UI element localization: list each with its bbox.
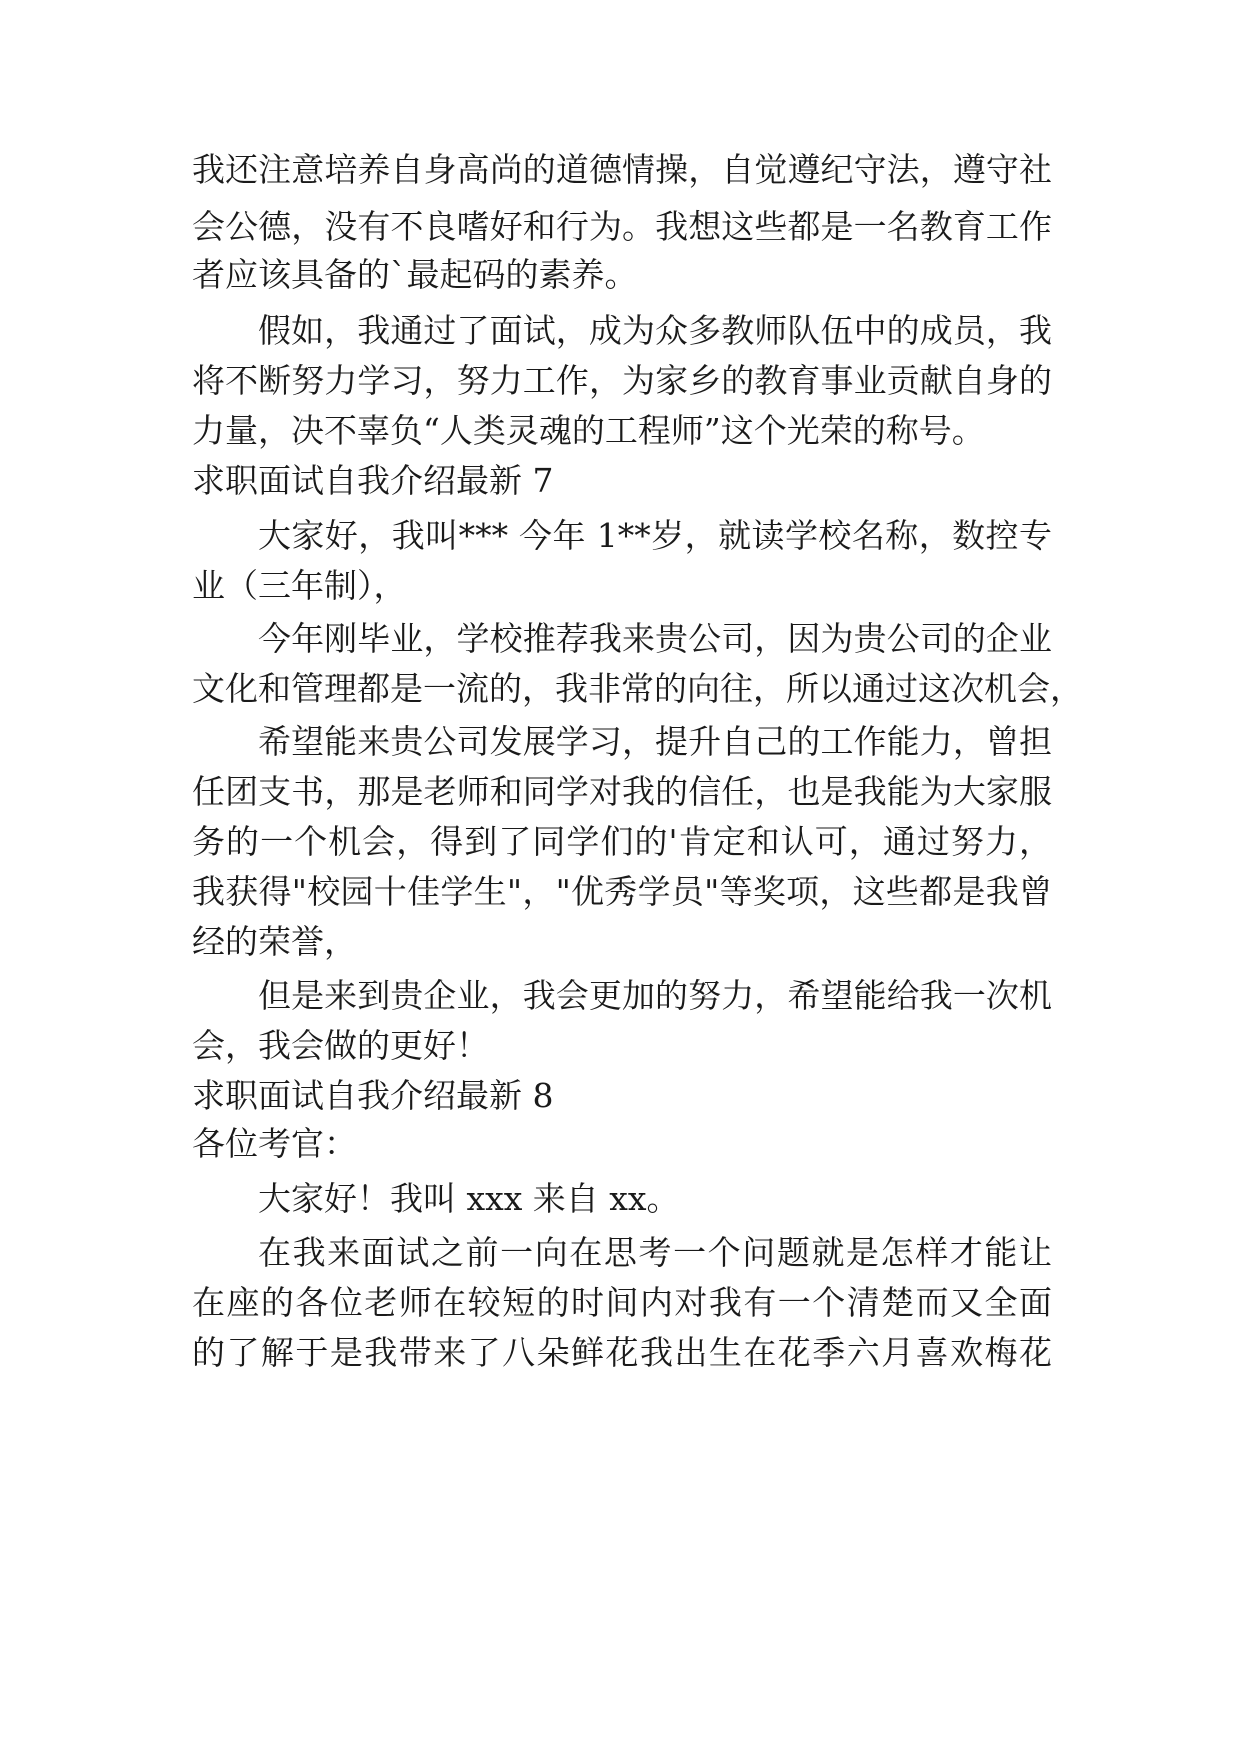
paragraph-start: 在我来面试之前一向在思考一个问题就是怎样才能让	[258, 1233, 1052, 1272]
text-line: 务的一个机会，得到了同学们的'肯定和认可，通过努力，	[192, 822, 1052, 861]
text-line: 者应该具备的`最起码的素养。	[192, 255, 638, 294]
section-heading: 求职面试自我介绍最新 8	[192, 1076, 554, 1115]
text-line: 业（三年制），	[192, 566, 407, 605]
section-heading: 求职面试自我介绍最新 7	[192, 461, 554, 500]
text-line: 会公德，没有不良嗜好和行为。我想这些都是一名教育工作	[192, 207, 1052, 246]
paragraph-start: 今年刚毕业，学校推荐我来贵公司，因为贵公司的企业	[258, 619, 1052, 658]
paragraph-start: 希望能来贵公司发展学习，提升自己的工作能力，曾担	[258, 722, 1052, 761]
text-line: 我获得"校园十佳学生"，"优秀学员"等奖项，这些都是我曾	[192, 872, 1052, 911]
salutation: 各位考官：	[192, 1124, 357, 1163]
text-line: 经的荣誉，	[192, 922, 357, 961]
text-line: 我还注意培养自身高尚的道德情操，自觉遵纪守法，遵守社	[192, 150, 1052, 189]
paragraph-start: 大家好，我叫*** 今年 1**岁，就读学校名称，数控专	[258, 516, 1052, 555]
paragraph-start: 假如，我通过了面试，成为众多教师队伍中的成员，我	[258, 311, 1052, 350]
text-line: 在座的各位老师在较短的时间内对我有一个清楚而又全面	[192, 1283, 1052, 1322]
text-line: 将不断努力学习，努力工作，为家乡的教育事业贡献自身的	[192, 361, 1052, 400]
text-line: 任团支书，那是老师和同学对我的信任，也是我能为大家服	[192, 772, 1052, 811]
text-line: 力量，决不辜负“人类灵魂的工程师”这个光荣的称号。	[192, 411, 985, 450]
paragraph-start: 大家好！我叫 xxx 来自 xx。	[258, 1179, 680, 1218]
paragraph-start: 但是来到贵企业，我会更加的努力，希望能给我一次机	[258, 976, 1052, 1015]
text-line: 文化和管理都是一流的，我非常的向往，所以通过这次机会，	[192, 669, 1083, 708]
text-line: 的了解于是我带来了八朵鲜花我出生在花季六月喜欢梅花	[192, 1333, 1052, 1372]
text-line: 会，我会做的更好！	[192, 1026, 489, 1065]
